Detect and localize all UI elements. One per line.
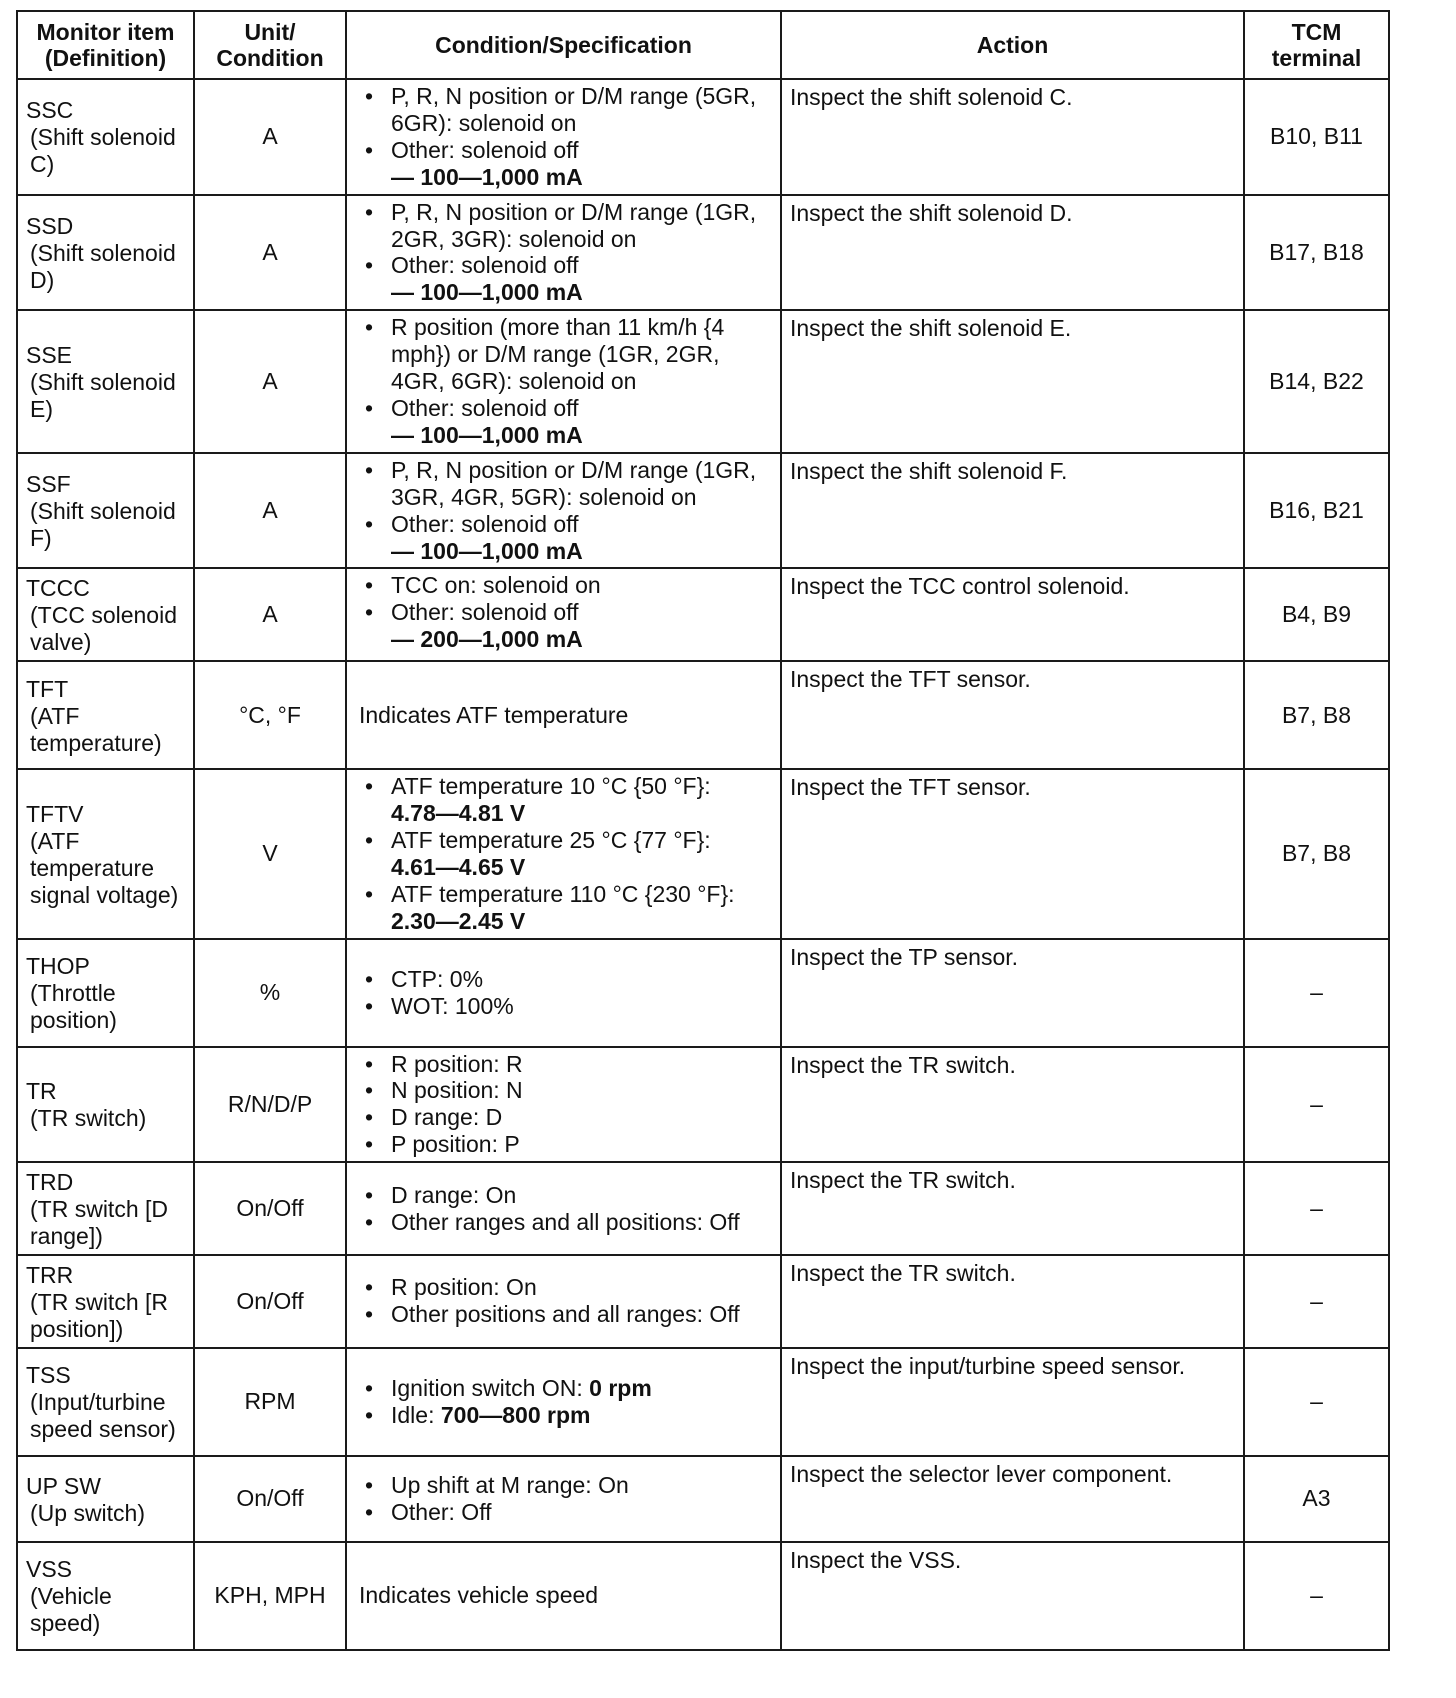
monitor-item-cell	[17, 939, 194, 1047]
item-definition: (TCC solenoid valve)	[30, 602, 177, 656]
table-row	[17, 1255, 1389, 1348]
unit-cell: A	[194, 568, 346, 661]
item-definition: (TR switch [D range])	[30, 1196, 168, 1249]
action-cell: Inspect the TP sensor.	[781, 939, 1244, 1047]
action-cell: Inspect the shift solenoid D.	[781, 195, 1244, 311]
condition-bullet	[359, 1402, 774, 1429]
unit-cell: RPM	[194, 1348, 346, 1456]
terminal-cell: –	[1244, 1542, 1389, 1650]
terminal-cell: B17, B18	[1244, 195, 1389, 311]
terminal-cell: B7, B8	[1244, 769, 1389, 938]
item-definition: (ATF temperature)	[30, 702, 162, 756]
item-code: SSC	[26, 97, 74, 124]
table-row	[17, 1162, 1389, 1255]
action-cell: Inspect the TCC control solenoid.	[781, 568, 1244, 661]
condition-bullet: • Other: solenoid off	[359, 599, 774, 626]
item-definition: (ATF temperature signal voltage)	[30, 827, 179, 908]
condition-cell	[346, 1047, 781, 1163]
table-row	[17, 453, 1389, 569]
unit-cell: R/N/D/P	[194, 1047, 346, 1163]
spec-value: — 100—1,000 mA	[391, 279, 583, 306]
table-row	[17, 939, 1389, 1047]
table-row	[17, 1542, 1389, 1650]
monitor-item-cell	[17, 769, 194, 938]
header-unit-condition: Unit/ Condition	[194, 11, 346, 79]
terminal-cell: B10, B11	[1244, 79, 1389, 195]
item-code: TCCC	[26, 575, 90, 602]
item-code: THOP	[26, 953, 90, 980]
condition-bullet: • P position: P	[359, 1131, 774, 1158]
top-rule	[1203, 10, 1323, 12]
condition-bullet	[359, 881, 774, 935]
table-row	[17, 1456, 1389, 1542]
condition-cell: Indicates ATF temperature	[346, 661, 781, 769]
table-row	[17, 195, 1389, 311]
terminal-cell: –	[1244, 1348, 1389, 1456]
condition-label: ATF temperature 110 °C {230 °F}:	[391, 880, 735, 907]
item-code: UP SW	[26, 1472, 101, 1499]
condition-bullet: • Other ranges and all positions: Off	[359, 1209, 774, 1236]
condition-bullet	[359, 827, 774, 881]
action-cell: Inspect the TFT sensor.	[781, 661, 1244, 769]
terminal-cell: B14, B22	[1244, 310, 1389, 453]
spec-value: — 100—1,000 mA	[391, 421, 583, 448]
table-row	[17, 1348, 1389, 1456]
unit-cell: KPH, MPH	[194, 1542, 346, 1650]
condition-bullet: • Up shift at M range: On	[359, 1472, 774, 1499]
monitor-item-cell	[17, 1348, 194, 1456]
table-row	[17, 661, 1389, 769]
unit-cell: On/Off	[194, 1162, 346, 1255]
unit-cell: %	[194, 939, 346, 1047]
condition-bullet: • P, R, N position or D/M range (1GR, 2GR, 3GR): solenoid on	[359, 199, 774, 253]
monitor-item-cell	[17, 568, 194, 661]
item-code: TRD	[26, 1169, 74, 1196]
condition-bullet: • Other positions and all ranges: Off	[359, 1301, 774, 1328]
condition-bullet: • D range: On	[359, 1182, 774, 1209]
terminal-cell: B16, B21	[1244, 453, 1389, 569]
item-code: TSS	[26, 1362, 71, 1389]
header-condition-specification: Condition/Specification	[346, 11, 781, 79]
header-action: Action	[781, 11, 1244, 79]
action-cell: Inspect the input/turbine speed sensor.	[781, 1348, 1244, 1456]
spec-value: 4.61—4.65 V	[391, 853, 526, 880]
monitor-item-table	[16, 10, 1390, 1651]
action-cell: Inspect the VSS.	[781, 1542, 1244, 1650]
table-row	[17, 568, 1389, 661]
monitor-item-cell	[17, 1162, 194, 1255]
terminal-cell: –	[1244, 1255, 1389, 1348]
unit-cell: On/Off	[194, 1456, 346, 1542]
item-definition: (TR switch [R position])	[30, 1288, 168, 1342]
item-definition: (Shift solenoid C)	[30, 124, 176, 178]
terminal-cell: –	[1244, 1162, 1389, 1255]
condition-bullet: • Other: Off	[359, 1499, 774, 1526]
item-definition: (Shift solenoid E)	[30, 369, 176, 422]
condition-bullet: • P, R, N position or D/M range (5GR, 6GR): solenoid on	[359, 83, 774, 137]
spec-value: — 200—1,000 mA	[391, 626, 583, 653]
action-cell: Inspect the TR switch.	[781, 1255, 1244, 1348]
monitor-item-cell	[17, 310, 194, 453]
action-cell: Inspect the TFT sensor.	[781, 769, 1244, 938]
condition-bullet: • Other: solenoid off	[359, 252, 774, 279]
item-code: TR	[26, 1078, 57, 1105]
monitor-item-cell	[17, 79, 194, 195]
condition-cell	[346, 195, 781, 311]
item-code: TFT	[26, 675, 69, 702]
condition-bullet	[359, 773, 774, 827]
unit-cell: A	[194, 195, 346, 311]
item-code: SSF	[26, 471, 71, 498]
condition-label: ATF temperature 25 °C {77 °F}:	[391, 826, 711, 853]
spec-value: 2.30—2.45 V	[391, 907, 526, 934]
item-definition: (Throttle position)	[30, 980, 117, 1034]
table-row	[17, 769, 1389, 938]
monitor-item-cell	[17, 1456, 194, 1542]
item-definition: (Vehicle speed)	[30, 1583, 112, 1637]
item-definition: (Up switch)	[30, 1499, 146, 1526]
condition-cell	[346, 310, 781, 453]
condition-cell	[346, 1162, 781, 1255]
item-definition: (Shift solenoid F)	[30, 498, 176, 552]
table-row	[17, 79, 1389, 195]
action-cell: Inspect the TR switch.	[781, 1162, 1244, 1255]
condition-bullet: • D range: D	[359, 1104, 774, 1131]
monitor-item-cell	[17, 1047, 194, 1163]
condition-label: Idle:	[391, 1401, 441, 1428]
item-code: SSD	[26, 213, 74, 240]
condition-cell	[346, 1456, 781, 1542]
item-code: VSS	[26, 1556, 73, 1583]
header-tcm-terminal: TCM terminal	[1244, 11, 1389, 79]
monitor-item-cell	[17, 1542, 194, 1650]
condition-bullet: • N position: N	[359, 1077, 774, 1104]
item-definition: (Input/turbine speed sensor)	[30, 1389, 176, 1443]
item-definition: (TR switch)	[30, 1105, 147, 1132]
condition-bullet: • R position: R	[359, 1051, 774, 1078]
condition-cell	[346, 568, 781, 661]
page	[16, 10, 1388, 1651]
spec-value: 4.78—4.81 V	[391, 800, 526, 827]
condition-bullet: • R position (more than 11 km/h {4 mph}) or D/M range (1GR, 2GR, 4GR, 6GR): solenoid on	[359, 314, 774, 395]
action-cell: Inspect the shift solenoid E.	[781, 310, 1244, 453]
table-row	[17, 310, 1389, 453]
unit-cell: V	[194, 769, 346, 938]
condition-bullet: • P, R, N position or D/M range (1GR, 3GR, 4GR, 5GR): solenoid on	[359, 457, 774, 511]
monitor-item-cell	[17, 453, 194, 569]
header-monitor-item: Monitor item (Definition)	[17, 11, 194, 79]
condition-bullet: • R position: On	[359, 1274, 774, 1301]
unit-cell: A	[194, 310, 346, 453]
condition-bullet: • WOT: 100%	[359, 993, 774, 1020]
unit-cell: On/Off	[194, 1255, 346, 1348]
action-cell: Inspect the shift solenoid F.	[781, 453, 1244, 569]
monitor-item-cell	[17, 661, 194, 769]
action-cell: Inspect the TR switch.	[781, 1047, 1244, 1163]
condition-cell	[346, 453, 781, 569]
spec-value: 700—800 rpm	[440, 1401, 591, 1428]
terminal-cell: B4, B9	[1244, 568, 1389, 661]
table-header-row	[17, 11, 1389, 79]
condition-label: ATF temperature 10 °C {50 °F}:	[391, 773, 711, 800]
monitor-item-cell	[17, 1255, 194, 1348]
monitor-item-cell	[17, 195, 194, 311]
unit-cell: °C, °F	[194, 661, 346, 769]
condition-cell	[346, 1255, 781, 1348]
unit-cell: A	[194, 453, 346, 569]
condition-bullet	[359, 1375, 774, 1402]
terminal-cell: B7, B8	[1244, 661, 1389, 769]
condition-bullet: • Other: solenoid off	[359, 511, 774, 538]
spec-value: 0 rpm	[589, 1374, 652, 1401]
action-cell: Inspect the shift solenoid C.	[781, 79, 1244, 195]
condition-cell	[346, 939, 781, 1047]
condition-label: Ignition switch ON:	[391, 1374, 590, 1401]
item-definition: (Shift solenoid D)	[30, 239, 176, 293]
item-code: TFTV	[26, 801, 84, 828]
table-row	[17, 1047, 1389, 1163]
terminal-cell: –	[1244, 1047, 1389, 1163]
condition-bullet: • Other: solenoid off	[359, 137, 774, 164]
item-code: SSE	[26, 342, 73, 369]
condition-cell	[346, 769, 781, 938]
condition-bullet: • CTP: 0%	[359, 966, 774, 993]
terminal-cell: –	[1244, 939, 1389, 1047]
action-cell: Inspect the selector lever component.	[781, 1456, 1244, 1542]
condition-bullet: • TCC on: solenoid on	[359, 572, 774, 599]
spec-value: — 100—1,000 mA	[391, 163, 583, 190]
unit-cell: A	[194, 79, 346, 195]
item-code: TRR	[26, 1261, 74, 1288]
condition-cell	[346, 1348, 781, 1456]
terminal-cell: A3	[1244, 1456, 1389, 1542]
spec-value: — 100—1,000 mA	[391, 537, 583, 564]
condition-cell	[346, 79, 781, 195]
condition-cell: Indicates vehicle speed	[346, 1542, 781, 1650]
condition-bullet: • Other: solenoid off	[359, 395, 774, 422]
